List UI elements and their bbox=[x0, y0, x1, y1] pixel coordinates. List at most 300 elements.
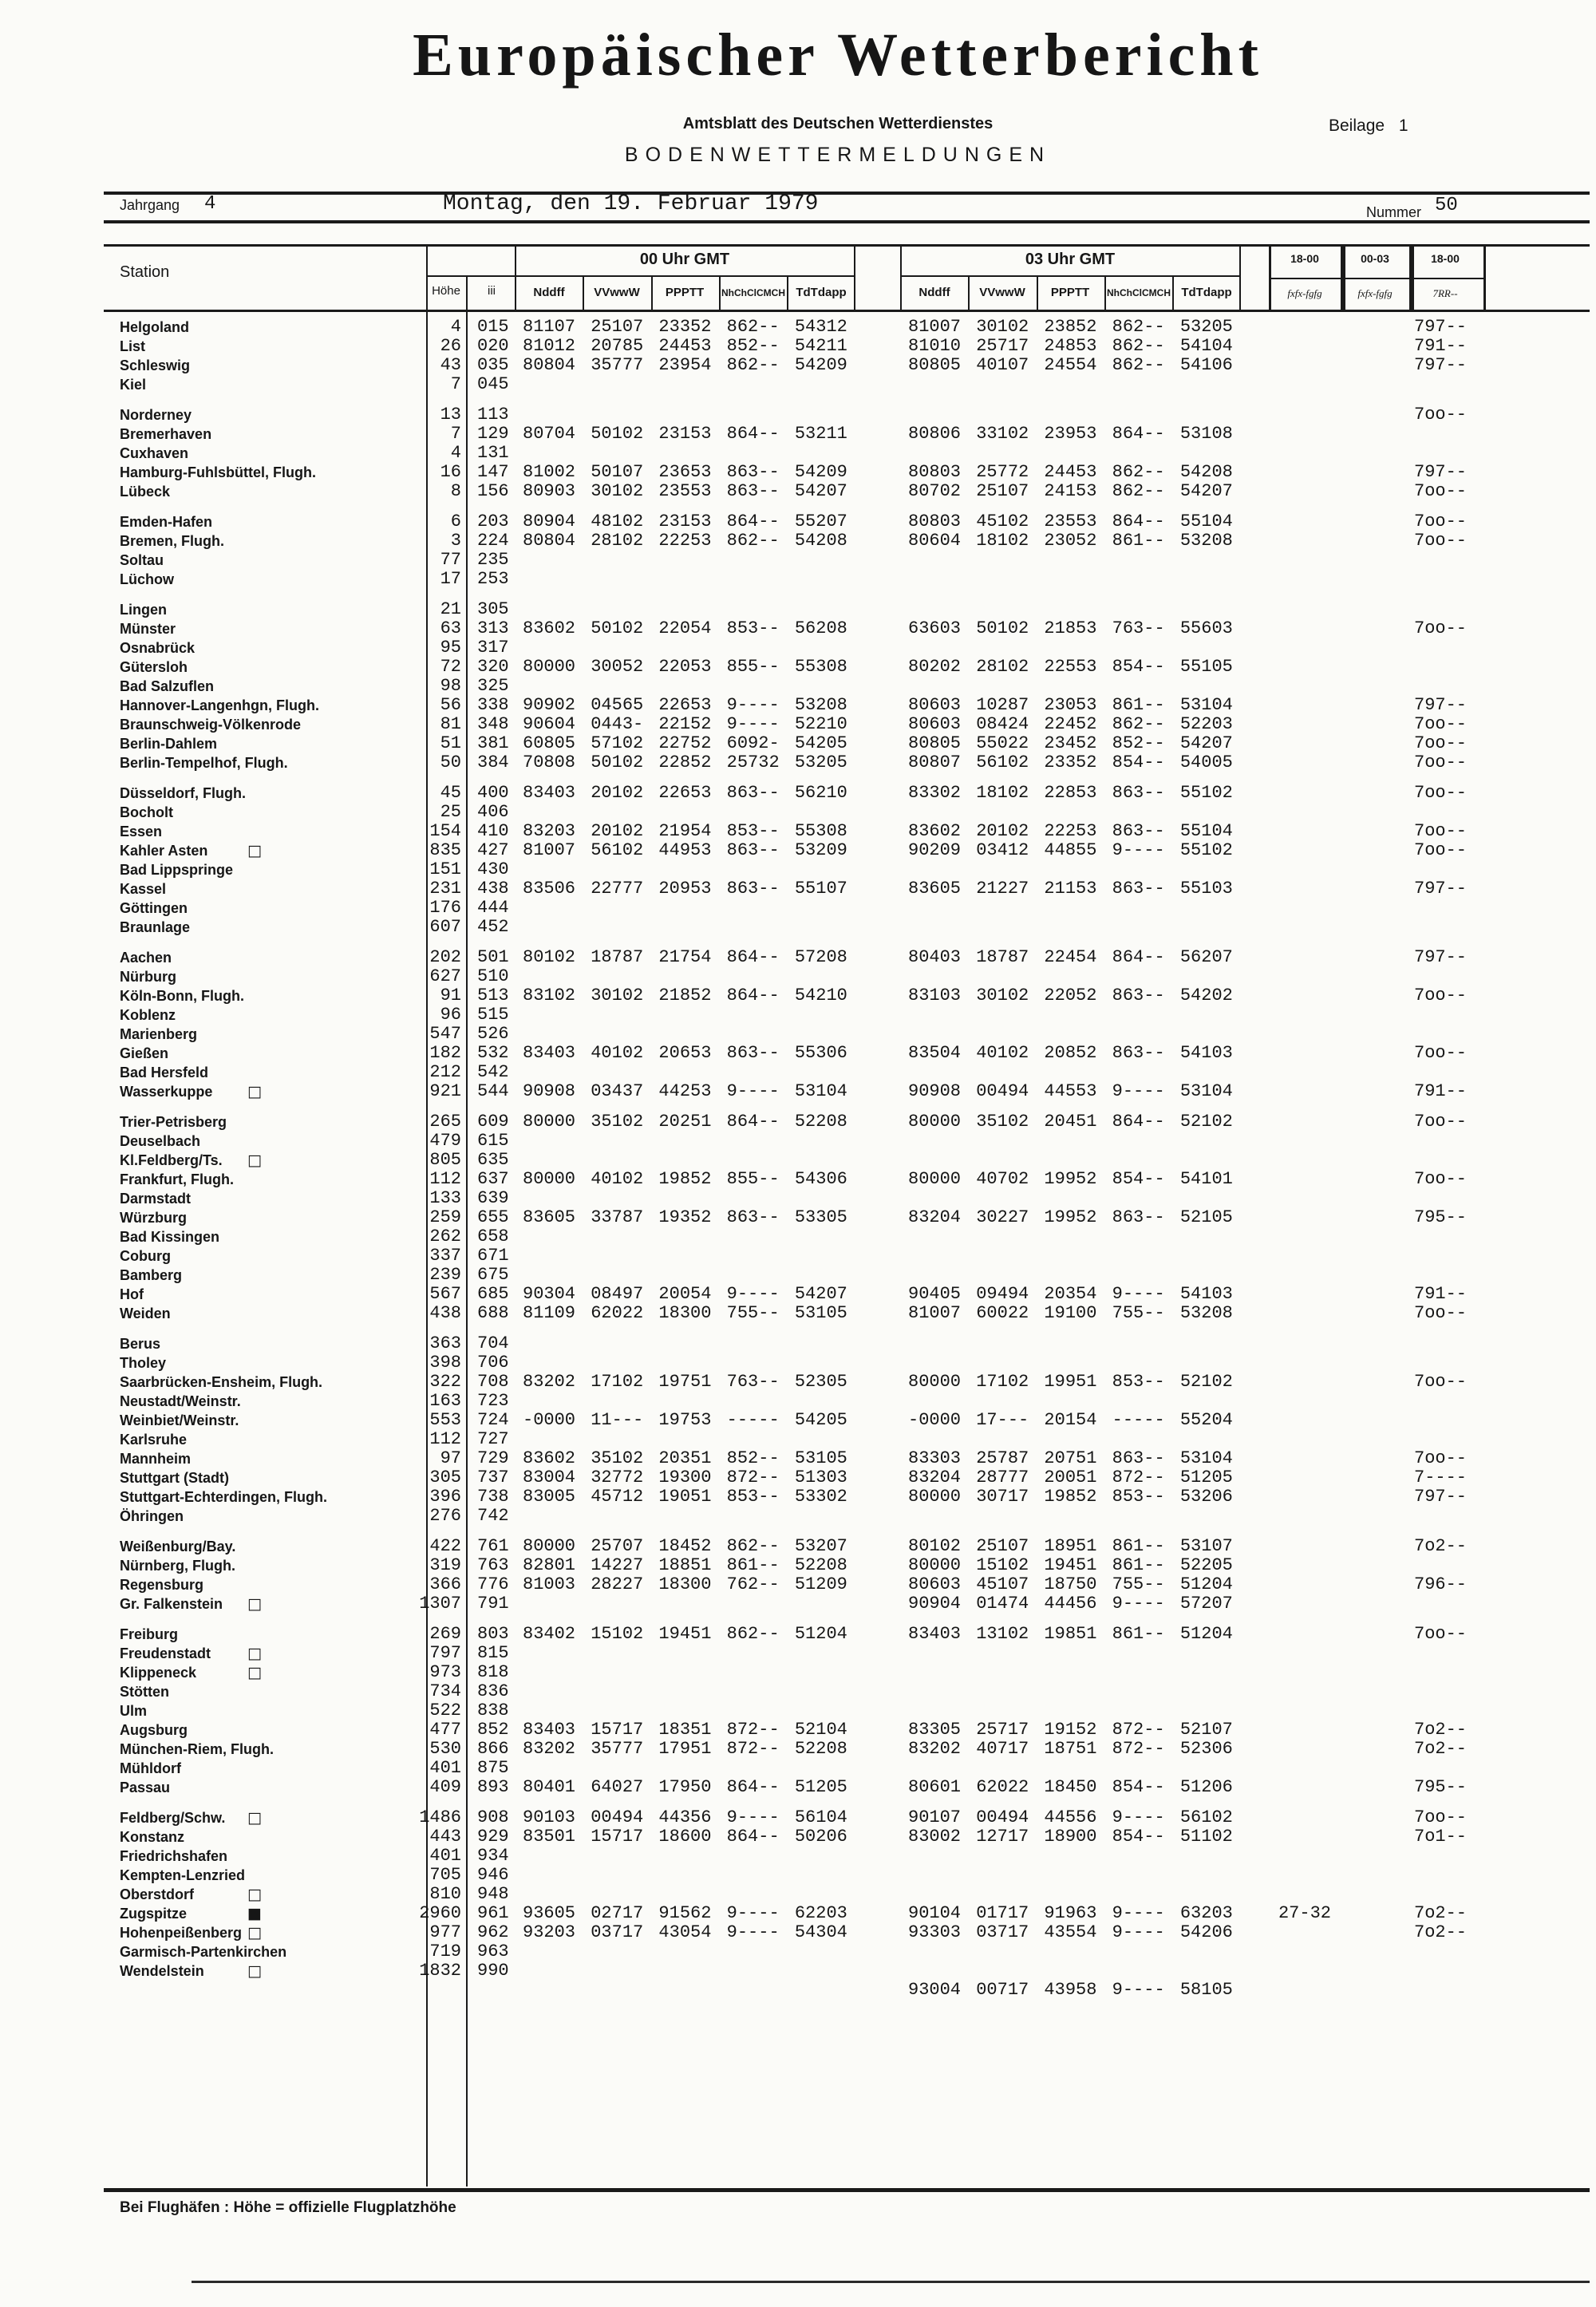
footer-rule bbox=[104, 2188, 1590, 2192]
station-name: Gießen bbox=[120, 1045, 169, 1061]
obs-03utc-values: 83103 30102 22052 863-- 54202 bbox=[908, 986, 1233, 1005]
station-name: Göttingen bbox=[120, 900, 188, 916]
precipitation-value: 7---- bbox=[1414, 1468, 1468, 1487]
table-row bbox=[0, 1759, 1596, 1778]
station-number: 224 bbox=[477, 531, 509, 551]
station-symbol-open-square: □ bbox=[247, 1083, 262, 1100]
station-height: 112 bbox=[429, 1169, 461, 1189]
station-number: 866 bbox=[477, 1739, 509, 1759]
col-fxfx-2: fxfx-fgfg bbox=[1357, 287, 1393, 299]
station-height: 16 bbox=[440, 462, 461, 482]
station-name: Bocholt bbox=[120, 804, 173, 820]
obs-00utc-values: 83602 35102 20351 852-- 53105 bbox=[523, 1448, 847, 1468]
precipitation-value: 7oo-- bbox=[1414, 1448, 1468, 1468]
col-nddff-00: Nddff bbox=[533, 286, 565, 299]
table-row bbox=[0, 1132, 1596, 1151]
obs-03utc-values: 90405 09494 20354 9---- 54103 bbox=[908, 1284, 1233, 1304]
col-period-0003: 00-03 bbox=[1361, 252, 1389, 265]
station-number: 655 bbox=[477, 1207, 509, 1227]
table-row bbox=[0, 715, 1596, 734]
station-name: Emden-Hafen bbox=[120, 514, 213, 530]
station-height: 810 bbox=[429, 1884, 461, 1904]
table-row bbox=[0, 1720, 1596, 1740]
station-height: 553 bbox=[429, 1410, 461, 1430]
obs-00utc-values: 80903 30102 23553 863-- 54207 bbox=[523, 481, 847, 501]
station-height: 607 bbox=[429, 917, 461, 937]
col-tdtd-00: TdTdapp bbox=[796, 286, 847, 299]
col-group-00utc: 00 Uhr GMT bbox=[639, 251, 730, 268]
station-name: Münster bbox=[120, 621, 176, 637]
obs-03utc-values: 80604 18102 23052 861-- 53208 bbox=[908, 531, 1233, 551]
issue-label: Nummer bbox=[1366, 204, 1422, 220]
precipitation-value: 7oo-- bbox=[1414, 405, 1468, 425]
station-name: Soltau bbox=[120, 552, 164, 568]
station-name: Berlin-Dahlem bbox=[120, 736, 218, 752]
station-name: Würzburg bbox=[120, 1210, 187, 1226]
station-number: 637 bbox=[477, 1169, 509, 1189]
precipitation-value: 797-- bbox=[1414, 879, 1468, 899]
station-name: Lübeck bbox=[120, 484, 171, 500]
obs-00utc-values: 80000 25707 18452 862-- 53207 bbox=[523, 1536, 847, 1556]
station-height: 2960 bbox=[419, 1903, 461, 1923]
station-name: Tholey bbox=[120, 1355, 167, 1371]
table-row bbox=[0, 1044, 1596, 1063]
station-height: 734 bbox=[429, 1681, 461, 1701]
table-row bbox=[0, 803, 1596, 822]
station-height: 396 bbox=[429, 1487, 461, 1507]
obs-00utc-values: 90304 08497 20054 9---- 54207 bbox=[523, 1284, 847, 1304]
station-height: 443 bbox=[429, 1827, 461, 1847]
obs-03utc-values: 83602 20102 22253 863-- 55104 bbox=[908, 821, 1233, 841]
table-row bbox=[0, 318, 1596, 337]
obs-03utc-values: 83204 30227 19952 863-- 52105 bbox=[908, 1207, 1233, 1227]
table-row bbox=[0, 1449, 1596, 1468]
obs-00utc-values: 83506 22777 20953 863-- 55107 bbox=[523, 879, 847, 899]
station-height: 363 bbox=[429, 1333, 461, 1353]
station-name: München-Riem, Flugh. bbox=[120, 1741, 274, 1757]
precipitation-value: 791-- bbox=[1414, 336, 1468, 356]
station-height: 77 bbox=[440, 550, 461, 570]
station-name: Deuselbach bbox=[120, 1133, 201, 1149]
station-height: 401 bbox=[429, 1758, 461, 1778]
table-row bbox=[0, 1981, 1596, 2000]
precipitation-value: 7oo-- bbox=[1414, 821, 1468, 841]
station-number: 452 bbox=[477, 917, 509, 937]
precipitation-value: 7oo-- bbox=[1414, 618, 1468, 638]
obs-03utc-values: 80803 45102 23553 864-- 55104 bbox=[908, 512, 1233, 531]
obs-03utc-values: 81007 60022 19100 755-- 53208 bbox=[908, 1303, 1233, 1323]
station-height: 835 bbox=[429, 840, 461, 860]
station-symbol-open-square: □ bbox=[247, 1924, 262, 1942]
table-row bbox=[0, 879, 1596, 899]
station-name: Marienberg bbox=[120, 1026, 198, 1042]
station-number: 438 bbox=[477, 879, 509, 899]
station-height: 7 bbox=[450, 374, 461, 394]
station-height: 973 bbox=[429, 1662, 461, 1682]
station-name: Osnabrück bbox=[120, 640, 196, 656]
station-name: Frankfurt, Flugh. bbox=[120, 1171, 234, 1187]
table-row bbox=[0, 860, 1596, 879]
station-height: 719 bbox=[429, 1942, 461, 1961]
station-number: 156 bbox=[477, 481, 509, 501]
station-height: 98 bbox=[440, 676, 461, 696]
precipitation-value: 7oo-- bbox=[1414, 1112, 1468, 1132]
col-vvwww-00: VVwwW bbox=[594, 286, 640, 299]
table-row bbox=[0, 677, 1596, 696]
precipitation-value: 7oo-- bbox=[1414, 733, 1468, 753]
station-symbol-open-square: □ bbox=[247, 1962, 262, 1980]
precipitation-value: 791-- bbox=[1414, 1081, 1468, 1101]
station-height: 797 bbox=[429, 1643, 461, 1663]
table-row bbox=[0, 1701, 1596, 1720]
station-height: 63 bbox=[440, 618, 461, 638]
station-name: Stötten bbox=[120, 1684, 169, 1700]
precipitation-value: 7oo-- bbox=[1414, 1372, 1468, 1392]
station-number: 235 bbox=[477, 550, 509, 570]
station-name: Hannover-Langenhgn, Flugh. bbox=[120, 697, 319, 713]
precipitation-value: 7oo-- bbox=[1414, 1303, 1468, 1323]
table-row bbox=[0, 1866, 1596, 1885]
station-number: 639 bbox=[477, 1188, 509, 1208]
col-nddff-03: Nddff bbox=[918, 286, 950, 299]
station-height: 212 bbox=[429, 1062, 461, 1082]
table-row bbox=[0, 619, 1596, 638]
obs-03utc-values: 90904 01474 44456 9---- 57207 bbox=[908, 1594, 1233, 1614]
station-height: 133 bbox=[429, 1188, 461, 1208]
obs-03utc-values: 80803 25772 24453 862-- 54208 bbox=[908, 462, 1233, 482]
supplement-label: Beilage 1 bbox=[1329, 117, 1408, 135]
station-symbol-open-square: □ bbox=[247, 842, 262, 859]
station-name: Braunlage bbox=[120, 919, 191, 935]
table-row bbox=[0, 444, 1596, 463]
obs-00utc-values: 93203 03717 43054 9---- 54304 bbox=[523, 1922, 847, 1942]
table-row bbox=[0, 1644, 1596, 1663]
station-height: 51 bbox=[440, 733, 461, 753]
obs-03utc-values: 83403 13102 19851 861-- 51204 bbox=[908, 1624, 1233, 1644]
table-row bbox=[0, 1025, 1596, 1044]
station-name: Karlsruhe bbox=[120, 1432, 188, 1448]
station-number: 723 bbox=[477, 1391, 509, 1411]
station-number: 948 bbox=[477, 1884, 509, 1904]
station-height: 163 bbox=[429, 1391, 461, 1411]
station-height: 259 bbox=[429, 1207, 461, 1227]
station-height: 805 bbox=[429, 1150, 461, 1170]
obs-03utc-values: 80000 15102 19451 861-- 52205 bbox=[908, 1555, 1233, 1575]
station-name: Schleswig bbox=[120, 358, 191, 373]
station-number: 704 bbox=[477, 1333, 509, 1353]
station-height: 438 bbox=[429, 1303, 461, 1323]
station-name: Koblenz bbox=[120, 1007, 176, 1023]
table-row bbox=[0, 405, 1596, 425]
station-number: 685 bbox=[477, 1284, 509, 1304]
station-number: 526 bbox=[477, 1024, 509, 1044]
table-row bbox=[0, 753, 1596, 772]
station-number: 609 bbox=[477, 1112, 509, 1132]
col-iii: iii bbox=[488, 284, 496, 298]
table-row bbox=[0, 1411, 1596, 1430]
obs-00utc-values: 81002 50107 23653 863-- 54209 bbox=[523, 462, 847, 482]
station-number: 113 bbox=[477, 405, 509, 425]
obs-03utc-values: 90104 01717 91963 9---- 63203 bbox=[908, 1903, 1233, 1923]
station-number: 320 bbox=[477, 657, 509, 677]
obs-03utc-values: 80102 25107 18951 861-- 53107 bbox=[908, 1536, 1233, 1556]
obs-03utc-values: 80403 18787 22454 864-- 56207 bbox=[908, 947, 1233, 967]
station-name: Essen bbox=[120, 824, 163, 839]
station-height: 422 bbox=[429, 1536, 461, 1556]
station-number: 513 bbox=[477, 986, 509, 1005]
station-number: 129 bbox=[477, 424, 509, 444]
station-number: 410 bbox=[477, 821, 509, 841]
station-number: 963 bbox=[477, 1942, 509, 1961]
station-number: 737 bbox=[477, 1468, 509, 1487]
obs-00utc-values: 83602 50102 22054 853-- 56208 bbox=[523, 618, 847, 638]
station-name: Aachen bbox=[120, 950, 172, 966]
table-row bbox=[0, 337, 1596, 356]
station-height: 322 bbox=[429, 1372, 461, 1392]
obs-03utc-values: 93004 00717 43958 9---- 58105 bbox=[908, 1980, 1233, 2000]
obs-03utc-values: 90908 00494 44553 9---- 53104 bbox=[908, 1081, 1233, 1101]
precipitation-value: 795-- bbox=[1414, 1207, 1468, 1227]
station-symbol-open-square: □ bbox=[247, 1664, 262, 1681]
obs-03utc-values: 80806 33102 23953 864-- 53108 bbox=[908, 424, 1233, 444]
station-height: 154 bbox=[429, 821, 461, 841]
col-tdtd-03: TdTdapp bbox=[1181, 286, 1232, 299]
table-row bbox=[0, 1923, 1596, 1942]
station-number: 961 bbox=[477, 1903, 509, 1923]
station-number: 742 bbox=[477, 1506, 509, 1526]
station-name: Kempten-Lenzried bbox=[120, 1867, 246, 1883]
precipitation-value: 7oo-- bbox=[1414, 986, 1468, 1005]
station-number: 035 bbox=[477, 355, 509, 375]
station-name: Mannheim bbox=[120, 1451, 192, 1467]
station-name: Garmisch-Partenkirchen bbox=[120, 1944, 287, 1960]
col-fxfx-1: fxfx-fgfg bbox=[1287, 287, 1322, 299]
obs-03utc-values: 83002 12717 18900 854-- 51102 bbox=[908, 1827, 1233, 1847]
table-row bbox=[0, 1189, 1596, 1208]
obs-00utc-values: 80804 28102 22253 862-- 54208 bbox=[523, 531, 847, 551]
station-number: 708 bbox=[477, 1372, 509, 1392]
table-row bbox=[0, 1334, 1596, 1353]
station-name: Darmstadt bbox=[120, 1191, 192, 1207]
footer-note: Bei Flughäfen : Höhe = offizielle Flugplatzhöhe bbox=[120, 2199, 456, 2216]
station-height: 276 bbox=[429, 1506, 461, 1526]
station-name: Konstanz bbox=[120, 1829, 184, 1845]
precipitation-value: 797-- bbox=[1414, 695, 1468, 715]
station-height: 3 bbox=[450, 531, 461, 551]
col-clouds-00: NhChClCMCH bbox=[721, 287, 785, 298]
table-row bbox=[0, 948, 1596, 967]
obs-00utc-values: 83402 15102 19451 862-- 51204 bbox=[523, 1624, 847, 1644]
table-row bbox=[0, 1063, 1596, 1082]
obs-00utc-values: 80704 50102 23153 864-- 53211 bbox=[523, 424, 847, 444]
station-number: 803 bbox=[477, 1624, 509, 1644]
station-name: Freudenstadt bbox=[120, 1645, 211, 1661]
station-name: Öhringen bbox=[120, 1508, 184, 1524]
station-number: 815 bbox=[477, 1643, 509, 1663]
station-height: 4 bbox=[450, 443, 461, 463]
col-clouds-03: NhChClCMCH bbox=[1107, 287, 1171, 298]
obs-03utc-values: 80603 45107 18750 755-- 51204 bbox=[908, 1574, 1233, 1594]
station-name: Neustadt/Weinstr. bbox=[120, 1393, 241, 1409]
station-height: 6 bbox=[450, 512, 461, 531]
obs-00utc-values: 90103 00494 44356 9---- 56104 bbox=[523, 1807, 847, 1827]
station-height: 96 bbox=[440, 1005, 461, 1025]
volume-label: Jahrgang bbox=[120, 197, 180, 213]
station-height: 705 bbox=[429, 1865, 461, 1885]
station-name: Stuttgart-Echterdingen, Flugh. bbox=[120, 1489, 327, 1505]
station-number: 313 bbox=[477, 618, 509, 638]
obs-00utc-values: 83203 20102 21954 853-- 55308 bbox=[523, 821, 847, 841]
station-height: 522 bbox=[429, 1701, 461, 1720]
station-number: 675 bbox=[477, 1265, 509, 1285]
station-name: Passau bbox=[120, 1780, 171, 1795]
station-name: Helgoland bbox=[120, 319, 190, 335]
table-row bbox=[0, 1430, 1596, 1449]
table-row bbox=[0, 1170, 1596, 1189]
table-row bbox=[0, 531, 1596, 551]
obs-03utc-values: 81010 25717 24853 862-- 54104 bbox=[908, 336, 1233, 356]
table-row bbox=[0, 1961, 1596, 1981]
col-station: Station bbox=[120, 263, 170, 281]
station-name: Weiden bbox=[120, 1306, 171, 1321]
station-name: Wendelstein bbox=[120, 1963, 204, 1979]
obs-03utc-values: 80603 10287 23053 861-- 53104 bbox=[908, 695, 1233, 715]
station-height: 477 bbox=[429, 1720, 461, 1740]
table-row bbox=[0, 696, 1596, 715]
station-height: 567 bbox=[429, 1284, 461, 1304]
station-height: 4 bbox=[450, 317, 461, 337]
station-height: 176 bbox=[429, 898, 461, 918]
section-title: BODENWETTERMELDUNGEN bbox=[624, 144, 1052, 166]
table-row bbox=[0, 986, 1596, 1005]
station-symbol-open-square: □ bbox=[247, 1595, 262, 1613]
station-symbol-open-square: □ bbox=[247, 1152, 262, 1169]
station-height: 25 bbox=[440, 802, 461, 822]
precipitation-value: 7oo-- bbox=[1414, 753, 1468, 772]
station-height: 977 bbox=[429, 1922, 461, 1942]
obs-03utc-values: -0000 17--- 20154 ----- 55204 bbox=[908, 1410, 1233, 1430]
station-height: 319 bbox=[429, 1555, 461, 1575]
station-name: Trier-Petrisberg bbox=[120, 1114, 227, 1130]
table-row bbox=[0, 1304, 1596, 1323]
precipitation-value: 7oo-- bbox=[1414, 512, 1468, 531]
table-row bbox=[0, 1663, 1596, 1682]
station-name: Bad Lippspringe bbox=[120, 862, 234, 878]
station-number: 724 bbox=[477, 1410, 509, 1430]
station-name: Hamburg-Fuhlsbüttel, Flugh. bbox=[120, 464, 316, 480]
table-row bbox=[0, 1373, 1596, 1392]
col-group-03utc: 03 Uhr GMT bbox=[1025, 251, 1116, 268]
obs-03utc-values: 83202 40717 18751 872-- 52306 bbox=[908, 1739, 1233, 1759]
obs-00utc-values: 60805 57102 22752 6092- 54205 bbox=[523, 733, 847, 753]
station-name: Friedrichshafen bbox=[120, 1848, 228, 1864]
precipitation-value: 797-- bbox=[1414, 462, 1468, 482]
station-name: Hof bbox=[120, 1286, 144, 1302]
station-symbol-open-square: □ bbox=[247, 1809, 262, 1827]
station-number: 934 bbox=[477, 1846, 509, 1866]
table-row bbox=[0, 1808, 1596, 1827]
col-7rr: 7RR-- bbox=[1432, 287, 1458, 299]
obs-03utc-values: 80601 62022 18450 854-- 51206 bbox=[908, 1777, 1233, 1797]
obs-00utc-values: 83403 15717 18351 872-- 52104 bbox=[523, 1720, 847, 1740]
station-name: Wasserkuppe bbox=[120, 1084, 213, 1100]
station-name: Augsburg bbox=[120, 1722, 188, 1738]
table-row bbox=[0, 1005, 1596, 1025]
table-row bbox=[0, 822, 1596, 841]
col-hoehe: Höhe bbox=[432, 284, 460, 298]
col-ppptt-03: PPPTT bbox=[1050, 286, 1090, 299]
station-number: 852 bbox=[477, 1720, 509, 1740]
station-height: 921 bbox=[429, 1081, 461, 1101]
station-number: 763 bbox=[477, 1555, 509, 1575]
station-name: Cuxhaven bbox=[120, 445, 189, 461]
station-height: 530 bbox=[429, 1739, 461, 1759]
station-height: 409 bbox=[429, 1777, 461, 1797]
station-height: 1486 bbox=[419, 1807, 461, 1827]
station-name: Mühldorf bbox=[120, 1760, 181, 1776]
station-height: 50 bbox=[440, 753, 461, 772]
station-height: 26 bbox=[440, 336, 461, 356]
station-number: 706 bbox=[477, 1353, 509, 1373]
obs-03utc-values: 83302 18102 22853 863-- 55102 bbox=[908, 783, 1233, 803]
obs-03utc-values: 80702 25107 24153 862-- 54207 bbox=[908, 481, 1233, 501]
precipitation-value: 7oo-- bbox=[1414, 1043, 1468, 1063]
obs-00utc-values: 83403 20102 22653 863-- 56210 bbox=[523, 783, 847, 803]
obs-03utc-values: 80000 40702 19952 854-- 54101 bbox=[908, 1169, 1233, 1189]
station-name: Bad Salzuflen bbox=[120, 678, 215, 694]
station-number: 317 bbox=[477, 638, 509, 658]
station-height: 151 bbox=[429, 859, 461, 879]
station-height: 8 bbox=[450, 481, 461, 501]
station-name: Lingen bbox=[120, 602, 167, 618]
station-name: Hohenpeißenberg bbox=[120, 1925, 243, 1941]
station-name: Berlin-Tempelhof, Flugh. bbox=[120, 755, 288, 771]
table-row bbox=[0, 482, 1596, 501]
table-row bbox=[0, 1151, 1596, 1170]
station-name: Bad Hersfeld bbox=[120, 1065, 209, 1080]
station-number: 045 bbox=[477, 374, 509, 394]
precipitation-value: 796-- bbox=[1414, 1574, 1468, 1594]
precipitation-value: 797-- bbox=[1414, 947, 1468, 967]
precipitation-value: 7o2-- bbox=[1414, 1922, 1468, 1942]
col-period-1800b: 18-00 bbox=[1431, 252, 1460, 265]
obs-03utc-values: 80000 35102 20451 864-- 52102 bbox=[908, 1112, 1233, 1132]
station-number: 893 bbox=[477, 1777, 509, 1797]
station-name: Köln-Bonn, Flugh. bbox=[120, 988, 244, 1004]
station-number: 761 bbox=[477, 1536, 509, 1556]
station-number: 384 bbox=[477, 753, 509, 772]
station-height: 269 bbox=[429, 1624, 461, 1644]
obs-03utc-values: 80000 17102 19951 853-- 52102 bbox=[908, 1372, 1233, 1392]
station-name: Berus bbox=[120, 1336, 161, 1352]
table-row bbox=[0, 1847, 1596, 1866]
obs-00utc-values: 80000 40102 19852 855-- 54306 bbox=[523, 1169, 847, 1189]
station-number: 908 bbox=[477, 1807, 509, 1827]
obs-00utc-values: 83501 15717 18600 864-- 50206 bbox=[523, 1827, 847, 1847]
volume-value: 4 bbox=[204, 193, 216, 215]
station-name: Gr. Falkenstein bbox=[120, 1596, 223, 1612]
station-symbol-open-square: □ bbox=[247, 1645, 262, 1662]
table-row bbox=[0, 967, 1596, 986]
station-number: 348 bbox=[477, 714, 509, 734]
station-number: 671 bbox=[477, 1246, 509, 1266]
obs-03utc-values: 83303 25787 20751 863-- 53104 bbox=[908, 1448, 1233, 1468]
obs-00utc-values: 81107 25107 23352 862-- 54312 bbox=[523, 317, 847, 337]
obs-00utc-values: 90902 04565 22653 9---- 53208 bbox=[523, 695, 847, 715]
station-number: 544 bbox=[477, 1081, 509, 1101]
station-name: Bremerhaven bbox=[120, 426, 212, 442]
precipitation-value: 7oo-- bbox=[1414, 714, 1468, 734]
